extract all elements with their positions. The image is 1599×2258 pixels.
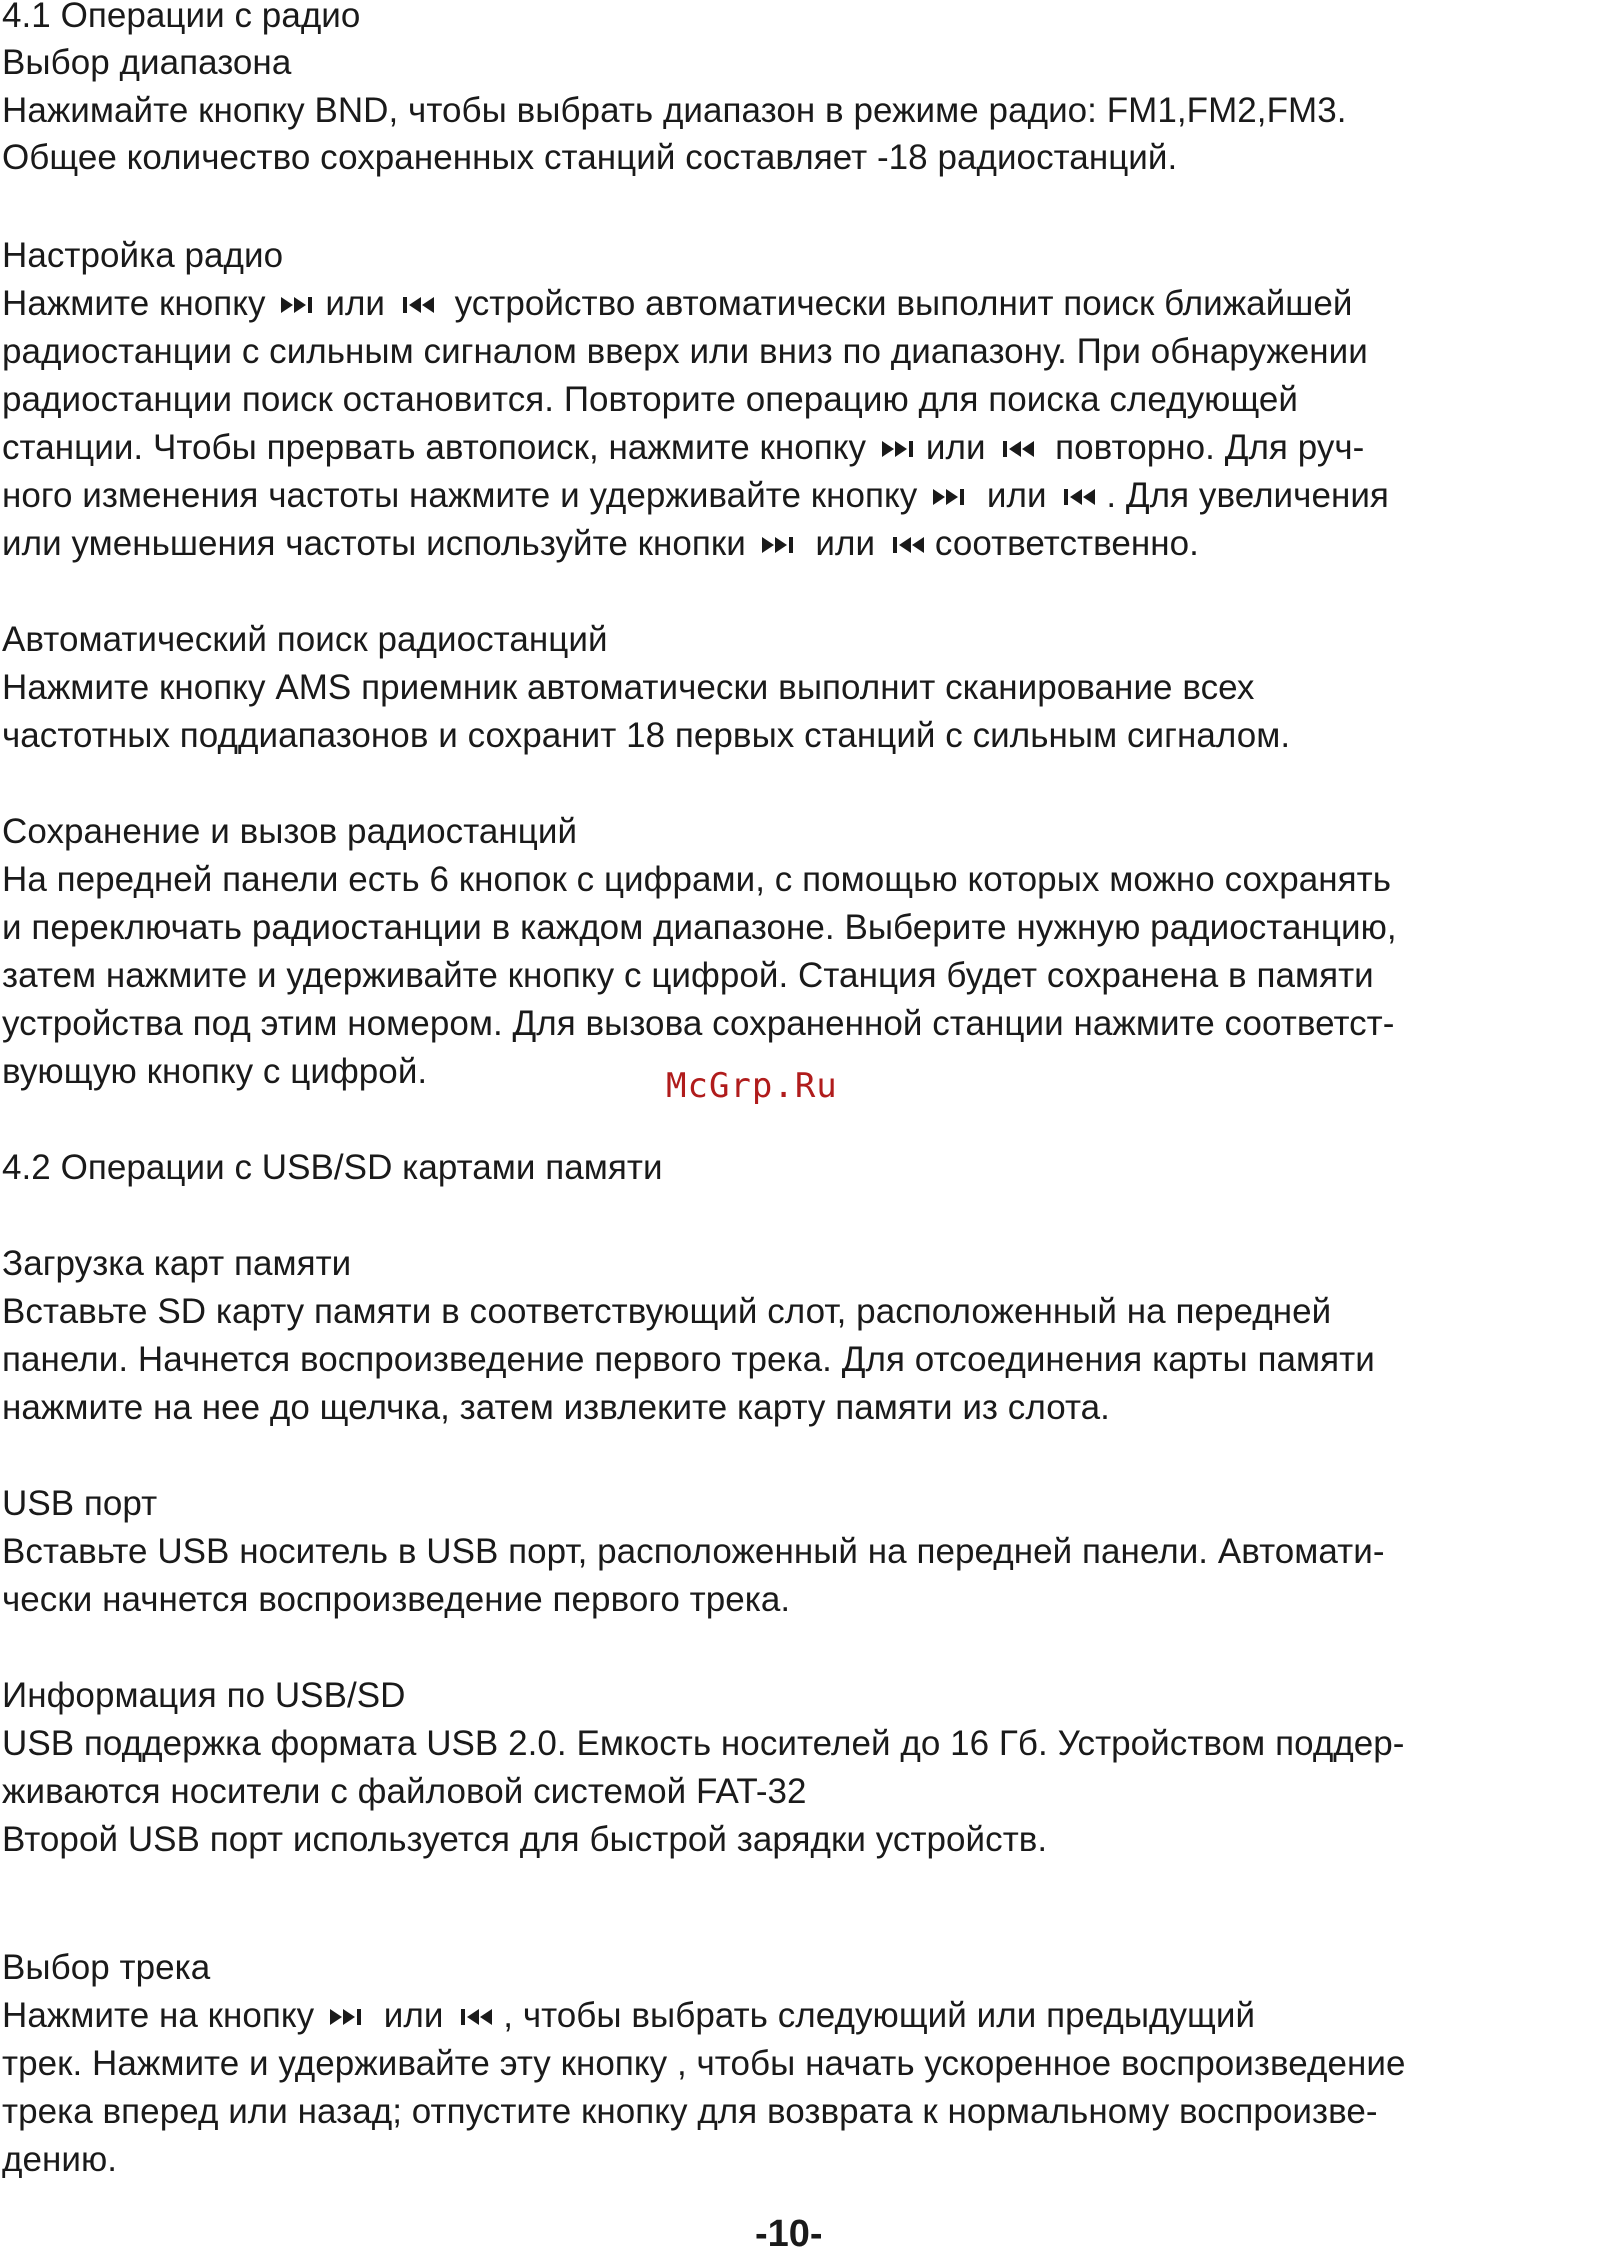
- skip-forward-icon: [929, 486, 975, 508]
- skip-back-icon: [455, 2006, 501, 2028]
- skip-forward-icon: [758, 534, 804, 556]
- skip-back-icon: [1058, 486, 1104, 508]
- text-fragment: или: [986, 476, 1047, 515]
- section-heading-4-1: 4.1 Операции с радио: [2, 0, 361, 35]
- tuning-text-line: радиостанции поиск остановится. Повторите операцию для поиска следующей: [2, 380, 1299, 419]
- presets-text-line: вующую кнопку с цифрой.: [2, 1052, 428, 1091]
- text-fragment: повторно. Для руч-: [1055, 428, 1365, 467]
- band-text-line: Нажимайте кнопку BND, чтобы выбрать диапазон в режиме радио: FM1,FM2,FM3.: [2, 91, 1347, 130]
- track-text-line: [2, 1992, 1255, 2040]
- usb-info-title: Информация по USB/SD: [2, 1676, 406, 1715]
- text-fragment: , чтобы выбрать следующий или предыдущий: [503, 1996, 1256, 2035]
- band-text-line: Общее количество сохраненных станций составляет -18 радиостанций.: [2, 138, 1178, 177]
- section-heading-4-2: 4.2 Операции с USB/SD картами памяти: [2, 1148, 663, 1187]
- tuning-text-line: [2, 424, 1364, 472]
- ams-text-line: частотных поддиапазонов и сохранит 18 первых станций с сильным сигналом.: [2, 716, 1291, 755]
- skip-forward-icon: [277, 294, 323, 316]
- presets-text-line: устройства под этим номером. Для вызова сохраненной станции нажмите соответст-: [2, 1004, 1395, 1043]
- tuning-text-line: радиостанции с сильным сигналом вверх или вниз по диапазону. При обнаружении: [2, 332, 1368, 371]
- usb-port-text-line: Вставьте USB носитель в USB порт, расположенный на передней панели. Автомати-: [2, 1532, 1385, 1571]
- skip-back-icon: [997, 438, 1043, 460]
- presets-text-line: и переключать радиостанции в каждом диапазоне. Выберите нужную радиостанцию,: [2, 908, 1397, 947]
- text-fragment: устройство автоматически выполнит поиск ближайшей: [454, 284, 1353, 323]
- skip-back-icon: [887, 534, 933, 556]
- card-load-text-line: Вставьте SD карту памяти в соответствующий слот, расположенный на передней: [2, 1292, 1332, 1331]
- card-load-title: Загрузка карт памяти: [2, 1244, 352, 1283]
- usb-info-text-line: Второй USB порт используется для быстрой зарядки устройств.: [2, 1820, 1048, 1859]
- watermark: McGrp.Ru: [666, 1066, 838, 1106]
- text-fragment: или уменьшения частоты используйте кнопки: [2, 524, 746, 563]
- text-fragment: . Для увеличения: [1106, 476, 1389, 515]
- text-fragment: Нажмите кнопку: [2, 284, 266, 323]
- track-text-line: трек. Нажмите и удерживайте эту кнопку , чтобы начать ускоренное воспроизведение: [2, 2044, 1406, 2083]
- presets-title: Сохранение и вызов радиостанций: [2, 812, 578, 851]
- text-fragment: или: [925, 428, 986, 467]
- text-fragment: или: [325, 284, 386, 323]
- usb-port-text-line: чески начнется воспроизведение первого трека.: [2, 1580, 791, 1619]
- text-fragment: станции. Чтобы прервать автопоиск, нажмите кнопку: [2, 428, 867, 467]
- text-fragment: Нажмите на кнопку: [2, 1996, 315, 2035]
- track-text-line: трека вперед или назад; отпустите кнопку для возврата к нормальному воспроизве-: [2, 2092, 1378, 2131]
- card-load-text-line: нажмите на нее до щелчка, затем извлеките карту памяти из слота.: [2, 1388, 1110, 1427]
- tuning-title: Настройка радио: [2, 236, 284, 275]
- presets-text-line: затем нажмите и удерживайте кнопку с цифрой. Станция будет сохранена в памяти: [2, 956, 1374, 995]
- tuning-text-line: [2, 280, 1353, 328]
- text-fragment: ного изменения частоты нажмите и удерживайте кнопку: [2, 476, 918, 515]
- page-number: -10-: [755, 2213, 823, 2255]
- presets-text-line: На передней панели есть 6 кнопок с цифрами, с помощью которых можно сохранять: [2, 860, 1391, 899]
- card-load-text-line: панели. Начнется воспроизведение первого трека. Для отсоединения карты памяти: [2, 1340, 1375, 1379]
- track-text-line: дению.: [2, 2140, 118, 2179]
- skip-forward-icon: [878, 438, 924, 460]
- skip-forward-icon: [326, 2006, 372, 2028]
- ams-title: Автоматический поиск радиостанций: [2, 620, 608, 659]
- track-title: Выбор трека: [2, 1948, 211, 1987]
- text-fragment: или: [383, 1996, 444, 2035]
- usb-port-title: USB порт: [2, 1484, 158, 1523]
- skip-back-icon: [397, 294, 443, 316]
- tuning-text-line: [2, 520, 1199, 568]
- tuning-text-line: [2, 472, 1389, 520]
- band-title: Выбор диапазона: [2, 43, 292, 82]
- usb-info-text-line: USB поддержка формата USB 2.0. Емкость носителей до 16 Гб. Устройством поддер-: [2, 1724, 1405, 1763]
- ams-text-line: Нажмите кнопку AMS приемник автоматически выполнит сканирование всех: [2, 668, 1255, 707]
- text-fragment: соответственно.: [934, 524, 1199, 563]
- usb-info-text-line: живаются носители с файловой системой FAT-32: [2, 1772, 807, 1811]
- text-fragment: или: [815, 524, 876, 563]
